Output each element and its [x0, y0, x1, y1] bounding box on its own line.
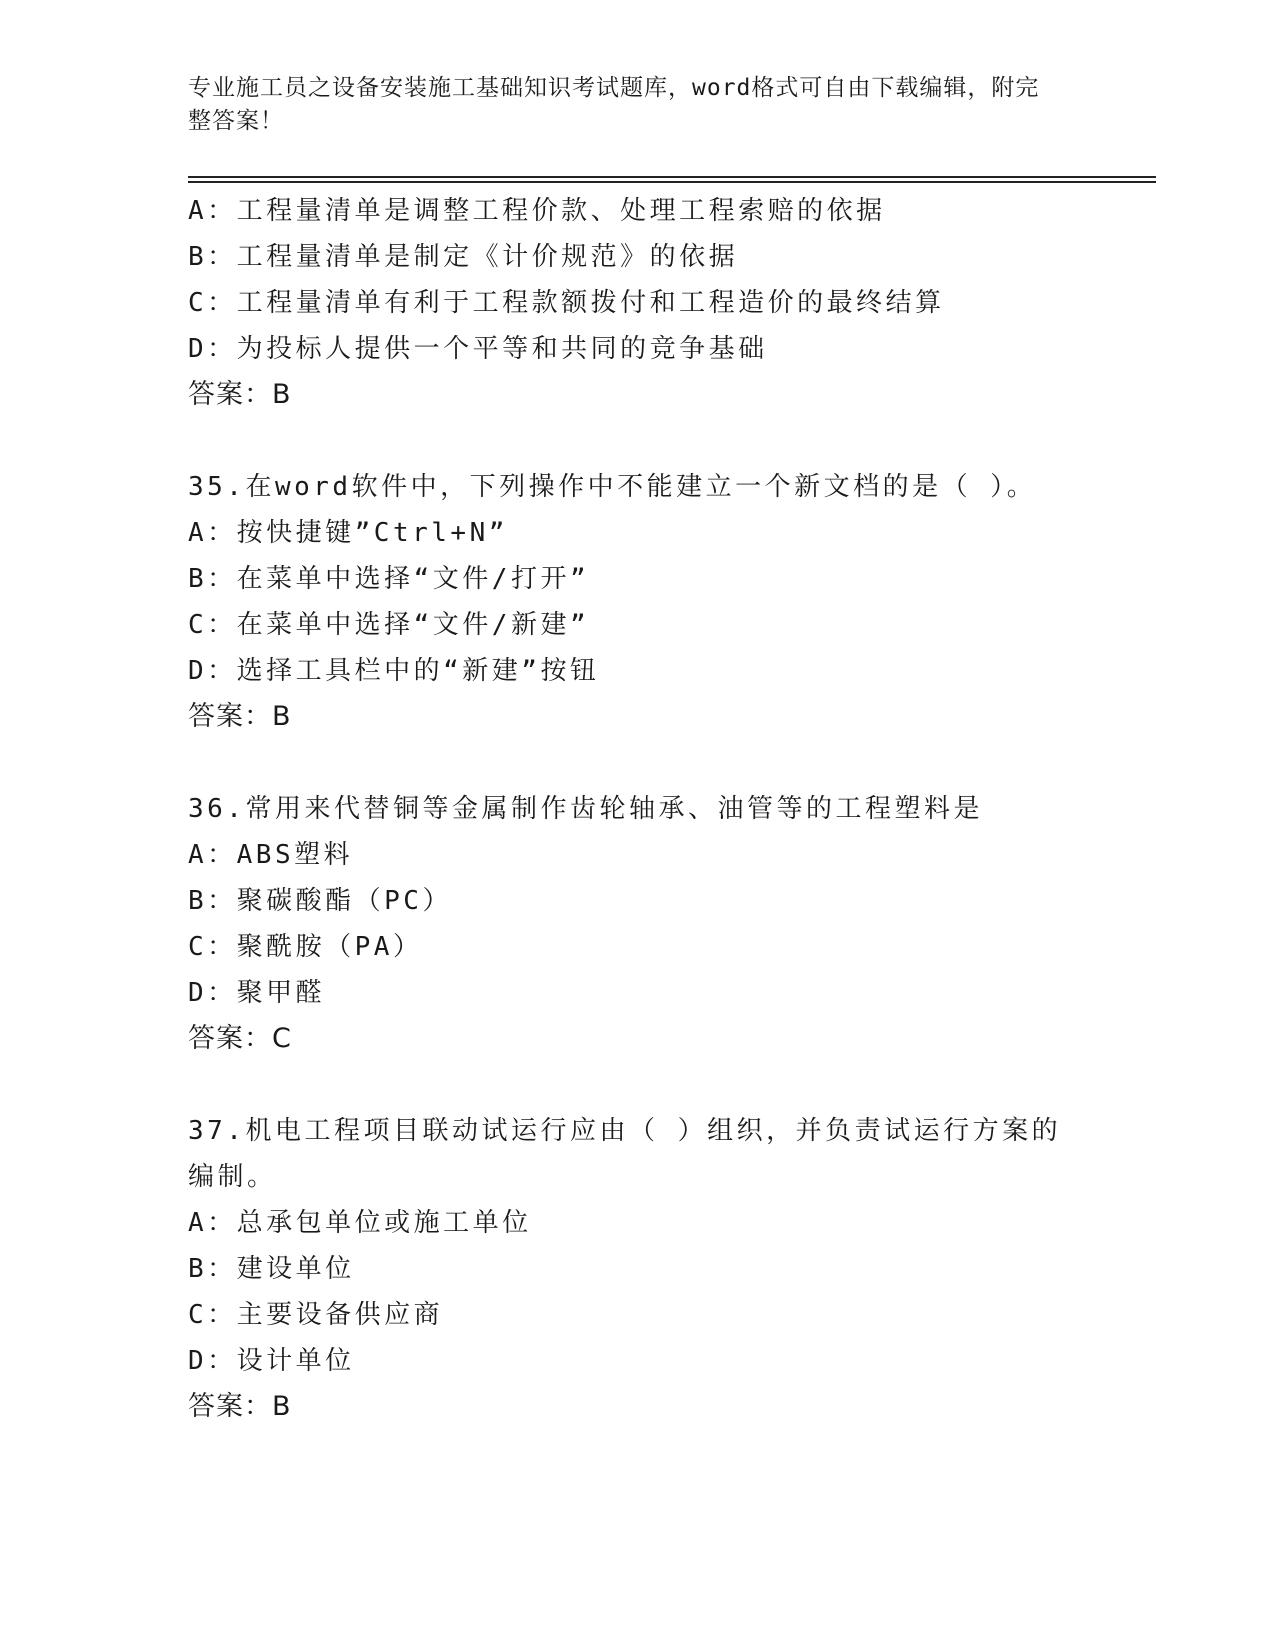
question-stem: 36.常用来代替铜等金属制作齿轮轴承、油管等的工程塑料是 — [188, 794, 983, 824]
answer: 答案：B — [188, 701, 292, 732]
answer: 答案：B — [188, 1391, 292, 1422]
option-d: D：选择工具栏中的“新建”按钮 — [188, 656, 600, 686]
question-stem: 35.在word软件中，下列操作中不能建立一个新文档的是（ ）。 — [188, 472, 1037, 502]
option-a: A：总承包单位或施工单位 — [188, 1208, 532, 1238]
header-line-2: 整答案！ — [188, 108, 284, 134]
question-37 — [188, 1108, 1088, 1430]
header-line-1: 专业施工员之设备安装施工基础知识考试题库，word格式可自由下载编辑，附完 — [188, 75, 1040, 101]
option-b: B：聚碳酸酯（PC） — [188, 886, 452, 916]
question-stem: 37.机电工程项目联动试运行应由（ ）组织，并负责试运行方案的编制。 — [188, 1116, 1062, 1192]
header-divider-top — [188, 176, 1156, 178]
option-c: C：主要设备供应商 — [188, 1300, 444, 1330]
option-a: A：工程量清单是调整工程价款、处理工程索赔的依据 — [188, 196, 886, 226]
option-d: D：为投标人提供一个平等和共同的竞争基础 — [188, 334, 768, 364]
option-c: C：工程量清单有利于工程款额拨付和工程造价的最终结算 — [188, 288, 945, 318]
question-list — [188, 188, 1088, 1430]
option-c: C：聚酰胺（PA） — [188, 932, 423, 962]
answer: 答案：C — [188, 1023, 292, 1054]
option-a: A：ABS塑料 — [188, 840, 354, 870]
option-a: A：按快捷键”Ctrl+N” — [188, 518, 508, 548]
option-b: B：建设单位 — [188, 1254, 355, 1284]
option-c: C：在菜单中选择“文件/新建” — [188, 610, 590, 640]
header-divider-bottom — [188, 181, 1156, 183]
question-36 — [188, 786, 1088, 1062]
answer: 答案：B — [188, 379, 292, 410]
option-b: B：工程量清单是制定《计价规范》的依据 — [188, 242, 739, 272]
option-d: D：聚甲醛 — [188, 978, 326, 1008]
question-35 — [188, 464, 1088, 740]
document-header — [188, 72, 1068, 138]
option-b: B：在菜单中选择“文件/打开” — [188, 564, 590, 594]
question-34-continued — [188, 188, 1088, 418]
option-d: D：设计单位 — [188, 1346, 355, 1376]
